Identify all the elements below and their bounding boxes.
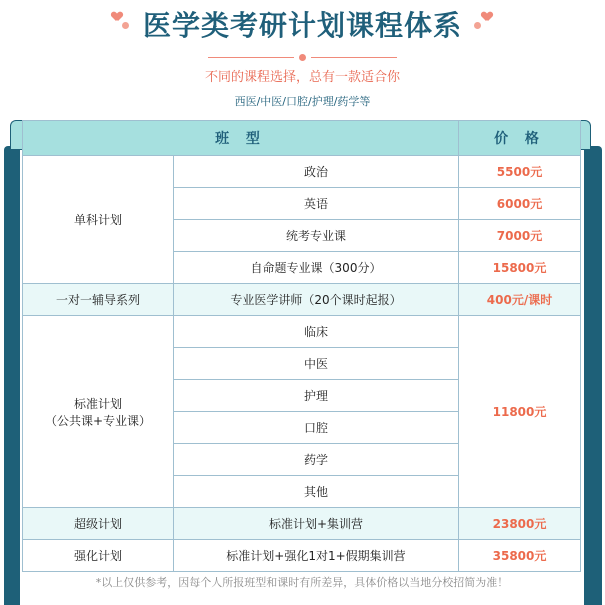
group-name-tutor: 一对一辅导系列 — [23, 284, 174, 316]
price-cell: 15800元 — [459, 252, 581, 284]
divider-dot — [299, 54, 306, 61]
course-cell: 自命题专业课（300分） — [174, 252, 459, 284]
price-cell: 5500元 — [459, 156, 581, 188]
column-header-class: 班 型 — [23, 121, 459, 156]
title-wrap — [0, 6, 605, 46]
table-row — [23, 508, 581, 540]
group-name-standard-line1: 标准计划 — [73, 396, 122, 411]
course-cell: 护理 — [174, 380, 459, 412]
price-cell: 35800元 — [459, 540, 581, 572]
group-name-super: 超级计划 — [23, 508, 174, 540]
footnote: *以上仅供参考，因每个人所报班型和课时有所差异，具体价格以当地分校招简为准！ — [95, 576, 509, 589]
course-cell: 口腔 — [174, 412, 459, 444]
pricing-table — [22, 120, 581, 572]
price-cell: 7000元 — [459, 220, 581, 252]
course-cell: 中医 — [174, 348, 459, 380]
course-cell: 统考专业课 — [174, 220, 459, 252]
course-cell: 标准计划+强化1对1+假期集训营 — [174, 540, 459, 572]
price-cell: 11800元 — [459, 316, 581, 508]
table-row — [23, 156, 581, 188]
group-name-standard-line2: （公共课+专业课） — [44, 413, 152, 428]
price-cell: 23800元 — [459, 508, 581, 540]
page-title: 医学类考研计划课程体系 — [142, 9, 462, 42]
divider-left — [208, 57, 294, 58]
table-row — [23, 316, 581, 348]
frame-right-bar — [584, 146, 602, 605]
course-cell: 药学 — [174, 444, 459, 476]
course-cell: 标准计划+集训营 — [174, 508, 459, 540]
price-cell: 6000元 — [459, 188, 581, 220]
price-cell: 400元/课时 — [459, 284, 581, 316]
majors-list: 西医/中医/口腔/护理/药学等 — [234, 95, 371, 108]
table-row — [23, 284, 581, 316]
course-cell: 政治 — [174, 156, 459, 188]
table-header-row — [23, 121, 581, 156]
course-cell: 专业医学讲师（20个课时起报） — [174, 284, 459, 316]
group-name-intensive: 强化计划 — [23, 540, 174, 572]
group-name-single: 单科计划 — [23, 156, 174, 284]
group-name-standard — [23, 316, 174, 508]
course-cell: 英语 — [174, 188, 459, 220]
frame-left-bar — [4, 146, 20, 605]
course-cell: 临床 — [174, 316, 459, 348]
course-cell: 其他 — [174, 476, 459, 508]
table-row — [23, 540, 581, 572]
divider-right — [311, 57, 397, 58]
subtitle: 不同的课程选择，总有一款适合你 — [204, 70, 400, 85]
column-header-price: 价 格 — [459, 121, 581, 156]
